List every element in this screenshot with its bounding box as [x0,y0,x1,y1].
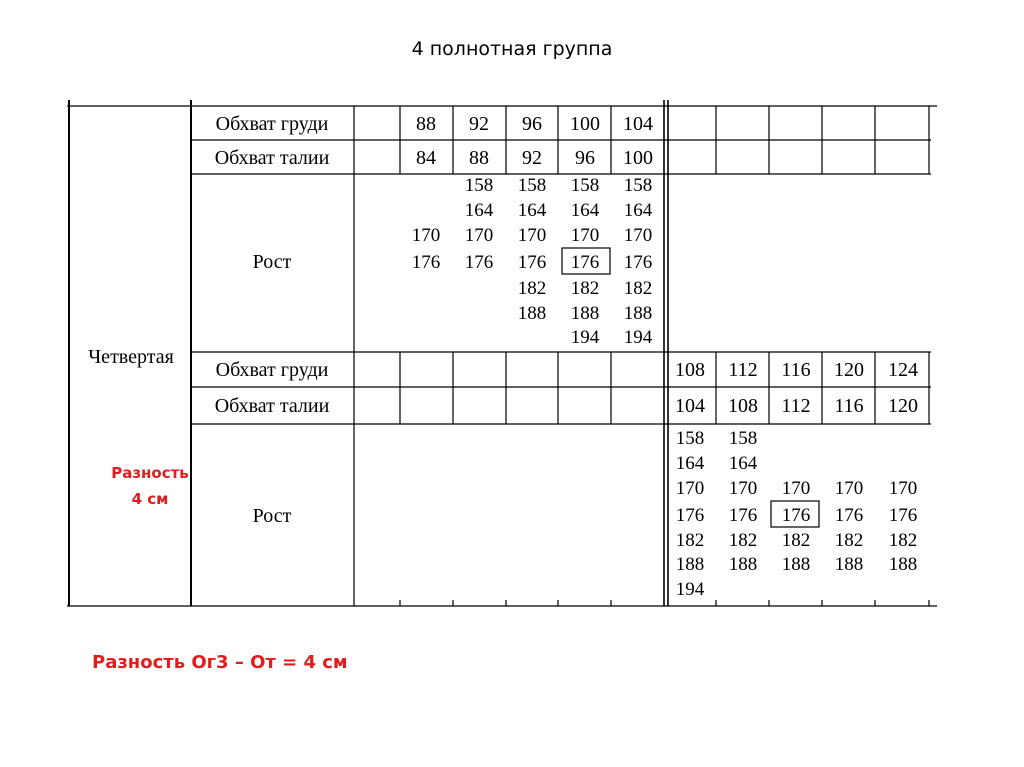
upper-height-value: 194 [623,327,653,348]
upper-chest-value: 88 [416,113,436,135]
lower-height-value: 182 [888,530,918,551]
upper-height-value: 188 [623,303,653,324]
upper-height-value: 176 [464,252,494,273]
chest-label-lower: Обхват груди [215,359,329,381]
upper-height-value: 182 [570,278,600,299]
difference-note [80,460,220,512]
upper-height-value: 164 [517,200,547,221]
upper-waist-value: 96 [575,147,595,169]
upper-chest-value: 92 [469,113,489,135]
upper-height-value: 182 [517,278,547,299]
difference-note-line1: Разность [111,464,189,482]
lower-height-highlighted: 176 [781,505,811,526]
upper-height-value: 158 [517,175,547,196]
upper-waist-value: 84 [416,147,436,169]
upper-height-value: 188 [517,303,547,324]
lower-height-value: 188 [675,554,705,575]
lower-waist-value: 116 [834,395,864,417]
upper-height-value: 164 [570,200,600,221]
upper-height-highlighted: 176 [570,252,600,273]
height-label-lower: Рост [252,505,292,527]
upper-height-value: 158 [570,175,600,196]
upper-height-value: 170 [411,225,441,246]
lower-height-value: 188 [834,554,864,575]
upper-chest-value: 104 [623,113,653,135]
upper-height-value: 170 [464,225,494,246]
upper-height-value: 182 [623,278,653,299]
lower-height-value: 164 [728,453,758,474]
upper-chest-value: 96 [522,113,542,135]
lower-chest-value: 120 [834,359,864,381]
lower-height-value: 158 [728,428,758,449]
upper-height-value: 158 [464,175,494,196]
upper-waist-value: 92 [522,147,542,169]
lower-waist-value: 108 [728,395,758,417]
lower-waist-value: 120 [888,395,918,417]
height-label-upper: Рост [252,251,292,273]
waist-label-lower: Обхват талии [214,395,330,417]
slide-title: 4 полнотная группа [411,38,613,60]
lower-height-value: 188 [728,554,758,575]
upper-waist-value: 100 [623,147,653,169]
lower-height-value: 182 [675,530,705,551]
lower-waist-value: 104 [675,395,705,417]
lower-height-value: 176 [888,505,918,526]
upper-height-value: 176 [411,252,441,273]
lower-height-value: 170 [834,478,864,499]
lower-height-value: 176 [834,505,864,526]
upper-height-value: 164 [623,200,653,221]
lower-height-value: 182 [834,530,864,551]
group-label: Четвертая [88,346,174,368]
upper-chest-value: 100 [570,113,600,135]
lower-height-value: 182 [781,530,811,551]
upper-height-value: 158 [623,175,653,196]
upper-height-value: 176 [623,252,653,273]
lower-height-value: 182 [728,530,758,551]
upper-height-value: 170 [623,225,653,246]
lower-waist-value: 112 [781,395,811,417]
upper-height-value: 170 [517,225,547,246]
lower-chest-value: 116 [781,359,811,381]
lower-height-value: 170 [675,478,705,499]
lower-height-value: 164 [675,453,705,474]
lower-height-value: 170 [781,478,811,499]
upper-height-value: 194 [570,327,600,348]
lower-height-value: 170 [888,478,918,499]
lower-height-value: 194 [675,579,705,600]
lower-chest-value: 124 [888,359,918,381]
lower-height-value: 188 [888,554,918,575]
lower-height-value: 176 [728,505,758,526]
upper-height-value: 188 [570,303,600,324]
chest-label-upper: Обхват груди [215,113,329,135]
lower-chest-value: 112 [728,359,758,381]
upper-height-value: 170 [570,225,600,246]
upper-height-value: 176 [517,252,547,273]
lower-height-value: 158 [675,428,705,449]
lower-height-value: 170 [728,478,758,499]
difference-note-line2: 4 см [131,490,169,508]
waist-label-upper: Обхват талии [214,147,330,169]
lower-chest-value: 108 [675,359,705,381]
lower-height-value: 176 [675,505,705,526]
upper-waist-value: 88 [469,147,489,169]
upper-height-value: 164 [464,200,494,221]
formula-note: Разность Ог3 – От = 4 см [92,652,348,673]
lower-height-value: 188 [781,554,811,575]
